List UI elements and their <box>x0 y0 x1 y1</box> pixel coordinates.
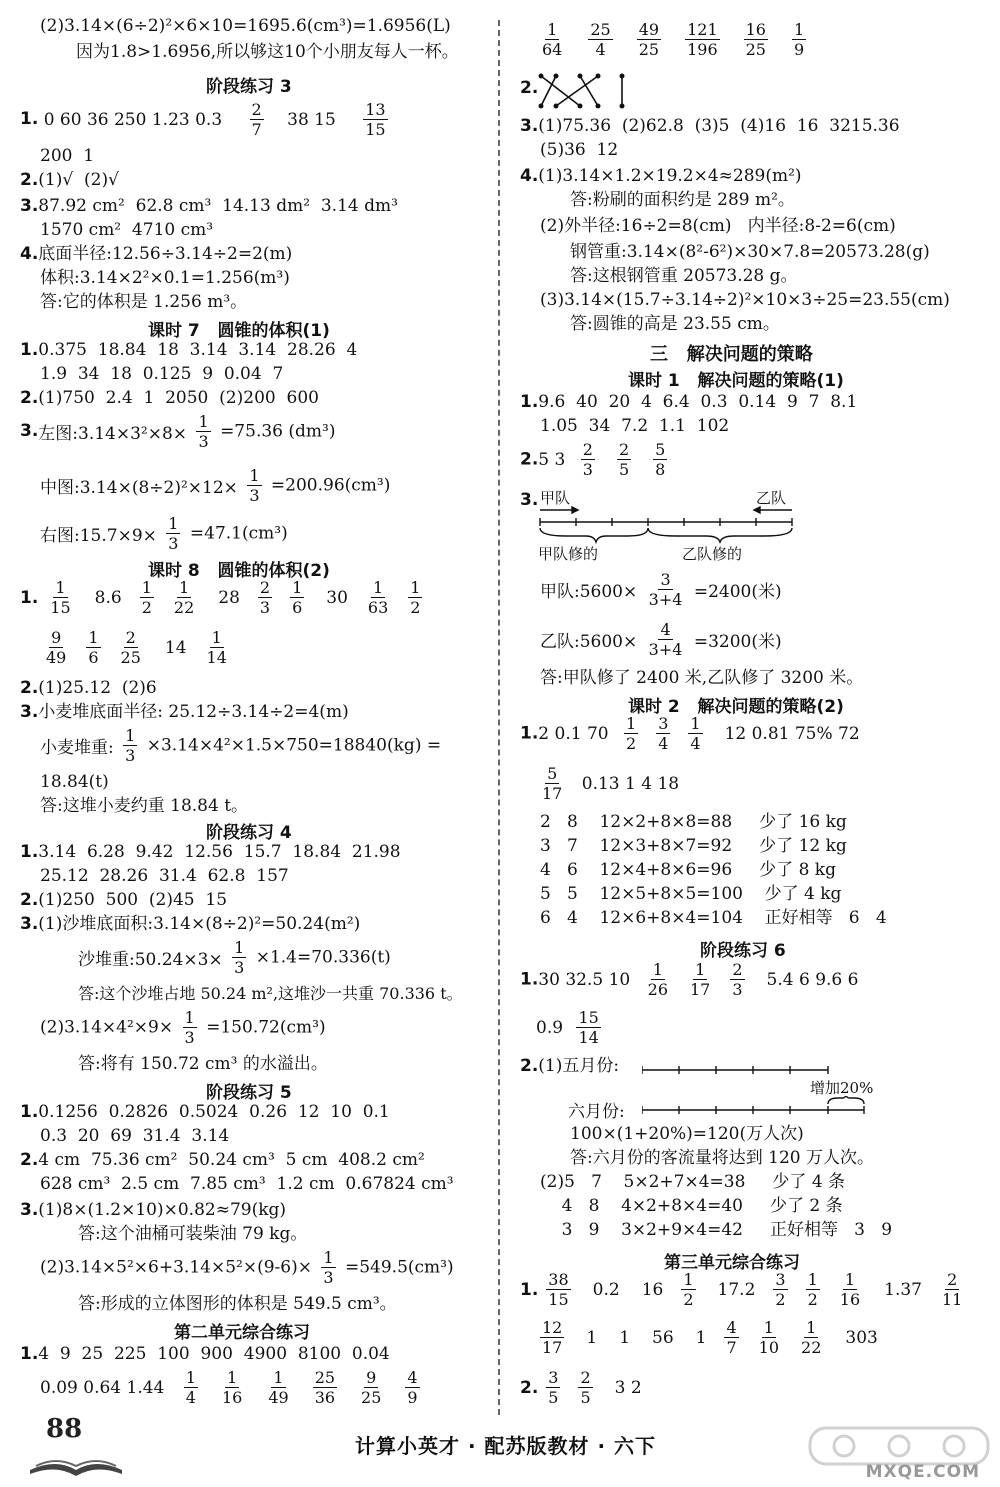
answer-line: 2 8 12×2+8×8=88 少了 16 kg <box>540 812 847 832</box>
answer-text: 56 <box>652 1327 674 1348</box>
answer-row: 3.左图:3.14×3²×8× $\frac{1}{3}$ =75.36 (dm³) <box>20 412 336 451</box>
fraction: $\frac{25}{36}$ <box>314 1368 336 1407</box>
fraction: $\frac{1}{3}$ <box>168 514 179 553</box>
section-heading: 阶段练习 4 <box>206 823 292 843</box>
answer-line: 1.9.6 40 20 4 6.4 0.3 0.14 9 7 8.1 <box>520 392 858 412</box>
answer-row: 中图:3.14×(8÷2)²×12× $\frac{1}{3}$ =200.96(cm³) <box>40 466 391 505</box>
fraction: $\frac{2}{11}$ <box>941 1270 963 1309</box>
answer-text: 1 <box>695 1327 707 1348</box>
answer-text: 28 <box>218 587 240 608</box>
question-number: 1. <box>20 109 39 129</box>
fraction: $\frac{2}{7}$ <box>251 100 262 139</box>
answer-line: 1570 cm² 4710 cm³ <box>40 220 214 240</box>
fraction: $\frac{5}{17}$ <box>542 764 563 803</box>
fraction-row: 2.5 3 $\frac{2}{3}$ $\frac{2}{5}$ $\frac{5}{8}$ <box>520 440 666 479</box>
answer-line: (5)36 12 <box>540 140 619 160</box>
answer-line: 2.(1)25.12 (2)6 <box>20 678 157 698</box>
answer-line: (2)5 7 5×2+7×4=38 少了 4 条 <box>540 1172 846 1192</box>
answer-line: 4 8 4×2+8×4=40 少了 2 条 <box>540 1196 843 1216</box>
answer-text: 0 60 36 250 1.23 0.3 <box>43 109 223 130</box>
answer-line: 答:形成的立体图形的体积是 549.5 cm³。 <box>78 1294 397 1314</box>
answer-text: 14 <box>164 637 187 658</box>
fraction: $\frac{1}{64}$ <box>542 20 563 59</box>
answer-line: 答:它的体积是 1.256 m³。 <box>40 292 248 312</box>
answer-line: 1.9 34 18 0.125 9 0.04 7 <box>40 364 284 384</box>
fraction: $\frac{1}{22}$ <box>173 578 195 617</box>
fraction: $\frac{1}{3}$ <box>249 466 260 505</box>
section-heading: 第三单元综合练习 <box>664 1253 800 1273</box>
answer-line: 答:甲队修了 2400 米,乙队修了 3200 米。 <box>540 668 864 688</box>
answer-line: 答:这个油桶可装柴油 79 kg。 <box>78 1224 308 1244</box>
fraction: $\frac{15}{14}$ <box>578 1008 599 1047</box>
fraction: $\frac{12}{17}$ <box>542 1318 563 1357</box>
answer-line: 答:这堆小麦约重 18.84 t。 <box>40 796 249 816</box>
section-heading: 阶段练习 3 <box>206 77 292 97</box>
fraction-row <box>536 20 826 59</box>
answer-line: 4.底面半径:12.56÷3.14÷2=2(m) <box>20 244 293 264</box>
fraction: $\frac{16}{25}$ <box>745 20 766 59</box>
fraction: $\frac{2}{25}$ <box>120 628 141 667</box>
may-segment <box>642 1062 832 1076</box>
answer-line: (2)外半径:16÷2=8(cm) 内半径:8-2=6(cm) <box>540 216 896 236</box>
answer-row: (2)3.14×4²×9× $\frac{1}{3}$ =150.72(cm³) <box>40 1008 326 1047</box>
page-number: 88 <box>46 1414 83 1444</box>
team-b-fix-label: 乙队修的 <box>682 545 743 563</box>
answer-line: 2.(1)250 500 (2)45 15 <box>20 890 228 910</box>
fraction: $\frac{3}{4}$ <box>658 714 669 753</box>
answer-line: 0.3 20 69 31.4 3.14 <box>40 1126 230 1146</box>
answer-line: 3.87.92 cm² 62.8 cm³ 14.13 dm² 3.14 dm³ <box>20 196 398 216</box>
fraction: $\frac{49}{25}$ <box>638 20 660 59</box>
answer-line: 25.12 28.26 31.4 62.8 157 <box>40 866 289 886</box>
watermark-text: MXQE.COM <box>865 1462 980 1482</box>
answer-row <box>20 100 392 139</box>
answer-line: 3 7 12×3+8×7=92 少了 12 kg <box>540 836 847 856</box>
answer-line: 3.(1)8×(1.2×10)×0.82≈79(kg) <box>20 1200 287 1220</box>
answer-text: 3 2 <box>614 1377 642 1398</box>
answer-text: 5.4 6 9.6 6 <box>766 969 859 990</box>
answer-line: 1.0.1256 0.2826 0.5024 0.26 12 10 0.1 <box>20 1102 390 1122</box>
answer-line: 2.4 cm 75.36 cm² 50.24 cm³ 5 cm 408.2 cm² <box>20 1150 425 1170</box>
answer-line: 4.(1)3.14×1.2×19.2×4≈289(m²) <box>520 166 802 186</box>
answer-line: 628 cm³ 2.5 cm 7.85 cm³ 1.2 cm 0.67824 cm³ <box>40 1174 454 1194</box>
section-heading: 阶段练习 5 <box>206 1083 292 1103</box>
answer-line: 200 1 <box>40 146 95 166</box>
answer-line: 1.3.14 6.28 9.42 12.56 15.7 18.84 21.98 <box>20 842 401 862</box>
fraction: $\frac{1}{17}$ <box>690 960 711 999</box>
fraction: $\frac{38}{15}$ <box>548 1270 569 1309</box>
fraction: $\frac{1}{16}$ <box>221 1368 243 1407</box>
fraction: $\frac{1}{3}$ <box>234 938 245 977</box>
fraction: $\frac{4}{9}$ <box>407 1368 418 1407</box>
answer-line: 5 5 12×5+8×5=100 少了 4 kg <box>540 884 842 904</box>
answer-line: 6 4 12×6+8×4=104 正好相等 6 4 <box>540 908 887 928</box>
book-icon <box>26 1440 126 1480</box>
team-b-label: 乙队 <box>756 489 787 507</box>
fraction: $\frac{1}{63}$ <box>367 578 389 617</box>
fraction: $\frac{1}{4}$ <box>185 1368 196 1407</box>
fraction: $\frac{1}{2}$ <box>141 578 152 617</box>
answer-text: 303 <box>845 1327 878 1348</box>
fraction: $\frac{1}{16}$ <box>839 1270 861 1309</box>
column-divider <box>498 20 500 1415</box>
fraction: $\frac{4}{3+4}$ <box>648 620 683 659</box>
fraction: $\frac{1}{3}$ <box>184 1008 195 1047</box>
answer-row: 沙堆重:50.24×3× $\frac{1}{3}$ ×1.4=70.336(t) <box>78 938 391 977</box>
team-a-fix-label: 甲队修的 <box>538 545 599 563</box>
section-heading: 课时 1 解决问题的策略(1) <box>628 371 844 391</box>
fraction: $\frac{2}{5}$ <box>618 440 630 479</box>
increase-label: 增加20% <box>810 1079 874 1097</box>
answer-line: 2.(1)五月份: <box>520 1056 620 1076</box>
answer-line: 体积:3.14×2²×0.1=1.256(m³) <box>40 268 290 288</box>
fraction: $\frac{1}{3}$ <box>125 726 136 765</box>
fraction: $\frac{2}{3}$ <box>582 440 593 479</box>
fraction: $\frac{1}{26}$ <box>647 960 668 999</box>
fraction: $\frac{1}{3}$ <box>198 412 209 451</box>
fraction: $\frac{5}{8}$ <box>655 440 666 479</box>
answer-row: 0.9 $\frac{15}{14}$ <box>536 1008 599 1047</box>
answer-line: 答:这个沙堆占地 50.24 m²,这堆沙一共重 70.336 t。 <box>78 984 463 1003</box>
answer-row: 右图:15.7×9× $\frac{1}{3}$ =47.1(cm³) <box>40 514 288 553</box>
fraction: $\frac{1}{49}$ <box>268 1368 289 1407</box>
section-heading: 课时 8 圆锥的体积(2) <box>148 561 330 581</box>
section-heading: 阶段练习 6 <box>700 941 786 961</box>
fraction: $\frac{3}{5}$ <box>548 1368 559 1407</box>
answer-line: 3.(1)沙堆底面积:3.14×(8÷2)²=50.24(m²) <box>20 914 361 934</box>
answer-line: 1.05 34 7.2 1.1 102 <box>540 416 730 436</box>
section-heading: 第二单元综合练习 <box>174 1323 310 1343</box>
answer-line: 答:粉刷的面积约是 289 m²。 <box>570 190 795 210</box>
fraction: $\frac{1}{4}$ <box>690 714 701 753</box>
answer-line: 3 9 3×2+9×4=42 正好相等 3 9 <box>540 1220 893 1240</box>
answer-text: 16 <box>641 1279 664 1300</box>
fraction: $\frac{1}{22}$ <box>801 1318 822 1357</box>
fraction: $\frac{1}{15}$ <box>50 578 71 617</box>
answer-line: 因为1.8>1.6956,所以够这10个小朋友每人一杯。 <box>76 42 459 62</box>
fraction: $\frac{1}{2}$ <box>683 1270 694 1309</box>
fraction: $\frac{1}{6}$ <box>88 628 99 667</box>
section-heading: 课时 7 圆锥的体积(1) <box>148 321 330 341</box>
answer-line: 2.(1)√ (2)√ <box>20 170 119 190</box>
footer-title: 计算小英才 · 配苏版教材 · 六下 <box>355 1434 657 1458</box>
answer-text: 30 <box>326 587 348 608</box>
answer-row: 小麦堆重: $\frac{1}{3}$ ×3.14×4²×1.5×750=18840(kg) = <box>40 726 442 765</box>
answer-line: 18.84(t) <box>40 772 109 792</box>
answer-line: 1.4 9 25 225 100 900 4900 8100 0.04 <box>20 1344 390 1364</box>
fraction: $\frac{9}{25}$ <box>361 1368 382 1407</box>
answer-line: 答:这根钢管重 20573.28 g。 <box>570 266 798 286</box>
answer-row: 乙队:5600× $\frac{4}{3+4}$ =3200(米) <box>540 620 782 659</box>
answer-line: 3.小麦堆底面半径: 25.12÷3.14÷2=4(m) <box>20 702 349 722</box>
fraction-row: 1.30 32.5 10 $\frac{1}{26}$ $\frac{1}{17}$ $\frac{2}{3}$ 5.4 6 9.6 6 <box>520 960 859 999</box>
answer-text: 17.2 <box>717 1279 756 1300</box>
fraction-row: 0.09 0.64 1.44 $\frac{1}{4}$ $\frac{1}{16}$ $\frac{1}{49}$ $\frac{25}{36}$ $\frac{9}{25}$ $\frac{4}{9}$ <box>40 1368 418 1407</box>
fraction-row: 1. $\frac{1}{15}$ 8.6 $\frac{1}{2}$ $\frac{1}{22}$ 28 $\frac{2}{3}$ $\frac{1}{6}$ 30 $\frac{1}{63}$ $\frac{1}{2}$ <box>20 578 421 617</box>
answer-line: 3. <box>520 490 539 510</box>
answer-line: 答:将有 150.72 cm³ 的水溢出。 <box>78 1054 328 1074</box>
fraction: $\frac{1}{2}$ <box>807 1270 818 1309</box>
answer-line: (2)3.14×(6÷2)²×6×10=1695.6(cm³)=1.6956(L) <box>40 16 451 36</box>
answer-row: (2)3.14×5²×6+3.14×5²×(9-6)× $\frac{1}{3}$ =549.5(cm³) <box>40 1248 454 1287</box>
answer-text: 8.6 <box>94 587 122 608</box>
answer-line: 1.0.375 18.84 18 3.14 3.14 28.26 4 <box>20 340 358 360</box>
fraction: $\frac{1}{14}$ <box>206 628 227 667</box>
answer-line: 钢管重:3.14×(8²-6²)×30×7.8=20573.28(g) <box>570 242 930 262</box>
answer-text: 0.2 <box>592 1279 620 1300</box>
fraction: $\frac{121}{196}$ <box>687 20 718 59</box>
fraction: $\frac{1}{3}$ <box>323 1248 334 1287</box>
answer-text: 1 <box>619 1327 631 1348</box>
fraction: $\frac{2}{3}$ <box>732 960 743 999</box>
answer-line: 六月份: <box>568 1102 625 1122</box>
fraction: $\frac{25}{4}$ <box>590 20 611 59</box>
answer-line: 答:六月份的客流量将达到 120 万人次。 <box>570 1148 874 1168</box>
fraction: $\frac{1}{9}$ <box>793 20 805 59</box>
answer-line: (3)3.14×(15.7÷3.14÷2)²×10×3÷25=23.55(cm) <box>540 290 950 310</box>
segment-diagram <box>536 504 796 544</box>
fraction: $\frac{2}{3}$ <box>259 578 271 617</box>
fraction: $\frac{9}{49}$ <box>46 628 67 667</box>
answer-line: 2.(1)750 2.4 1 2050 (2)200 600 <box>20 388 319 408</box>
answer-line: 2. <box>520 78 539 98</box>
chapter-heading: 三 解决问题的策略 <box>650 344 813 365</box>
fraction: $\frac{3}{3+4}$ <box>648 570 683 609</box>
fraction-row: 1.2 0.1 70 $\frac{1}{2}$ $\frac{3}{4}$ $\frac{1}{4}$ 12 0.81 75% 72 <box>520 714 860 753</box>
answer-text: 1 <box>586 1327 598 1348</box>
answer-line: 答:圆锥的高是 23.55 cm。 <box>570 314 780 334</box>
answer-text: 12 0.81 75% 72 <box>724 723 860 744</box>
answer-line: 3.(1)75.36 (2)62.8 (3)5 (4)16 16 3215.36 <box>520 116 900 136</box>
fraction-row <box>536 1318 892 1357</box>
fraction: $\frac{1}{10}$ <box>758 1318 780 1357</box>
fraction: $\frac{4}{7}$ <box>726 1318 737 1357</box>
team-a-label: 甲队 <box>540 489 571 507</box>
fraction: $\frac{2}{5}$ <box>580 1368 591 1407</box>
fraction: $\frac{13}{15}$ <box>365 100 386 139</box>
answer-text: 1.37 <box>884 1279 922 1300</box>
answer-row: $\frac{5}{17}$ 0.13 1 4 18 <box>542 764 680 803</box>
june-segment <box>642 1096 872 1118</box>
fraction-row: 1. $\frac{38}{15}$ 0.2 16 $\frac{1}{2}$ 17.2 $\frac{3}{2}$ $\frac{1}{2}$ $\frac{1}{16}$ 1.37 $\frac{2}{11}$ <box>520 1270 963 1309</box>
fraction: $\frac{1}{2}$ <box>410 578 421 617</box>
section-heading: 课时 2 解决问题的策略(2) <box>628 697 844 717</box>
matching-lines-diagram <box>538 72 628 112</box>
answer-text: 38 15 <box>287 109 336 130</box>
answer-row: 甲队:5600× $\frac{3}{3+4}$ =2400(米) <box>540 570 782 609</box>
answer-line: 100×(1+20%)=120(万人次) <box>570 1124 804 1144</box>
answer-line: 4 6 12×4+8×6=96 少了 8 kg <box>540 860 836 880</box>
fraction-row <box>40 628 243 667</box>
fraction: $\frac{1}{2}$ <box>626 714 637 753</box>
fraction: $\frac{1}{6}$ <box>292 578 303 617</box>
fraction-row: 2. $\frac{3}{5}$ $\frac{2}{5}$ 3 2 <box>520 1368 642 1407</box>
fraction: $\frac{3}{2}$ <box>775 1270 786 1309</box>
